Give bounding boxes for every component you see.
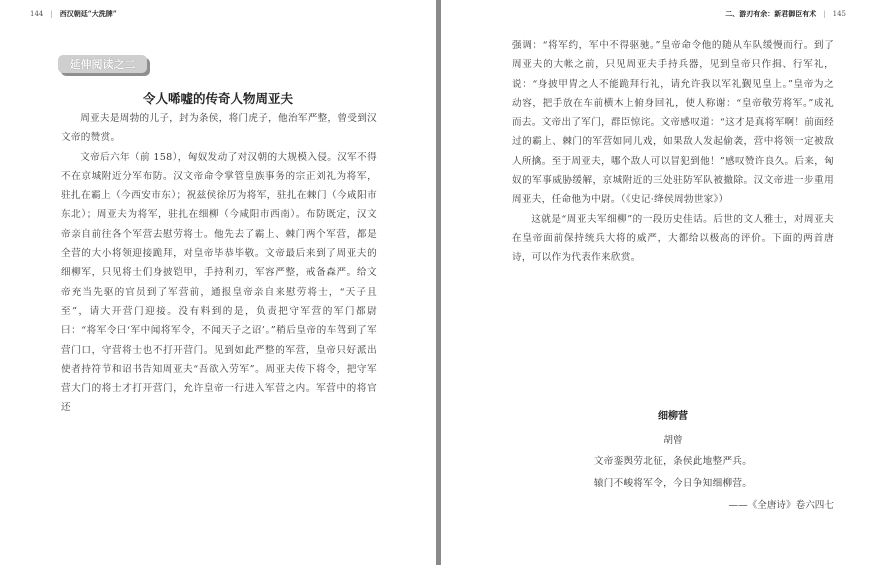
paragraph: 强调：“将军约，军中不得驱驰。”皇帝命令他的随从车队缓慢而行。到了周亚夫的大帐之前，只见周亚夫手持兵器，见到皇帝只作揖、行军礼，说：“身披甲胄之人不能跪拜行礼，请允许我以军礼觐见皇上。”皇帝为之动容，把手放在车前横木上俯身回礼，使人称谢：“皇帝敬劳将军。”成礼而去。文帝出了军门，群臣惊诧。文帝感叹道：“这才是真将军啊！前面经过的霸上、棘门的军营如同儿戏，如果敌人发起偷袭，营中将领一定被敌人所擒。至于周亚夫，哪个敌人可以冒犯到他！”感叹赞许良久。后来，匈奴的军事威胁缓解，京城附近的三处驻防军队被撤除。汉文帝进一步重用周亚夫，任命他为中尉。（《史记·绛侯周勃世家》） <box>512 40 834 206</box>
poem-author: 胡曾 <box>663 435 683 446</box>
left-page <box>0 0 436 565</box>
left-running-head <box>30 9 117 19</box>
section-badge: 延伸阅读之二 <box>58 55 147 73</box>
paragraph: 这就是“周亚夫军细柳”的一段历史佳话。后世的文人雅士，对周亚夫在皇帝面前保持统兵大将的威严，大都给以极高的评价。下面的两首唐诗，可以作为代表作来欣赏。 <box>512 213 834 264</box>
poem <box>512 407 834 517</box>
right-body-text <box>512 36 834 268</box>
right-page-number: 145 <box>832 10 846 18</box>
poem-line: 辕门不峻将军令，今日争知细柳营。 <box>593 478 753 489</box>
left-body-text <box>61 109 377 418</box>
chapter-title: 二、游刃有余：新君御臣有术 <box>725 9 817 18</box>
poem-source: ——《全唐诗》卷六四七 <box>728 500 834 511</box>
right-running-head <box>725 9 846 19</box>
left-page-number: 144 <box>30 10 44 18</box>
poem-line: 文帝銮舆劳北征，条侯此地整严兵。 <box>593 456 753 467</box>
article-title: 令人唏嘘的传奇人物周亚夫 <box>142 91 293 106</box>
left-head-separator: | <box>50 10 53 18</box>
book-title: 西汉朝廷“大洗牌” <box>59 9 117 18</box>
right-page <box>441 0 876 565</box>
right-head-separator: | <box>823 10 826 18</box>
paragraph: 周亚夫是周勃的儿子，封为条侯，将门虎子，他治军严整，曾受到汉文帝的赞赏。 <box>61 113 377 144</box>
poem-title: 细柳营 <box>658 411 688 422</box>
paragraph: 文帝后六年（前 158），匈奴发动了对汉朝的大规模入侵。汉军不得不在京城附近分军布防。汉文帝命令掌管皇族事务的宗正刘礼为将军，驻扎在霸上（今西安市东）；祝兹侯徐厉为将军，驻扎在棘门（今咸阳市东北）；周亚夫为将军，驻扎在细柳（今咸阳市西南）。布防既定，汉文帝亲自前往各个军营去慰劳将士。他先去了霸上、棘门两个军营，都是全营的大小将领迎接跪拜，对皇帝毕恭毕敬。文帝最后来到了周亚夫的细柳军，只见将士们身披铠甲，手持利刃，军容严整，戒备森严。给文帝充当先驱的官员到了军营前，通报皇帝亲自来慰劳将士，“天子且至”，请大开营门迎接。没有料到的是，负责把守军营的军门都尉曰：“将军令曰‘军中闻将军令，不闻天子之诏’。”稍后皇帝的车驾到了军营门口，守营将士也不打开营门。见到如此严整的军营，皇帝只好派出使者持符节和诏书告知周亚夫“吾欲入劳军”。周亚夫传下将令，把守军营大门的将士才打开营门，允许皇帝一行进入军营之内。军营中的将官还 <box>61 151 377 414</box>
